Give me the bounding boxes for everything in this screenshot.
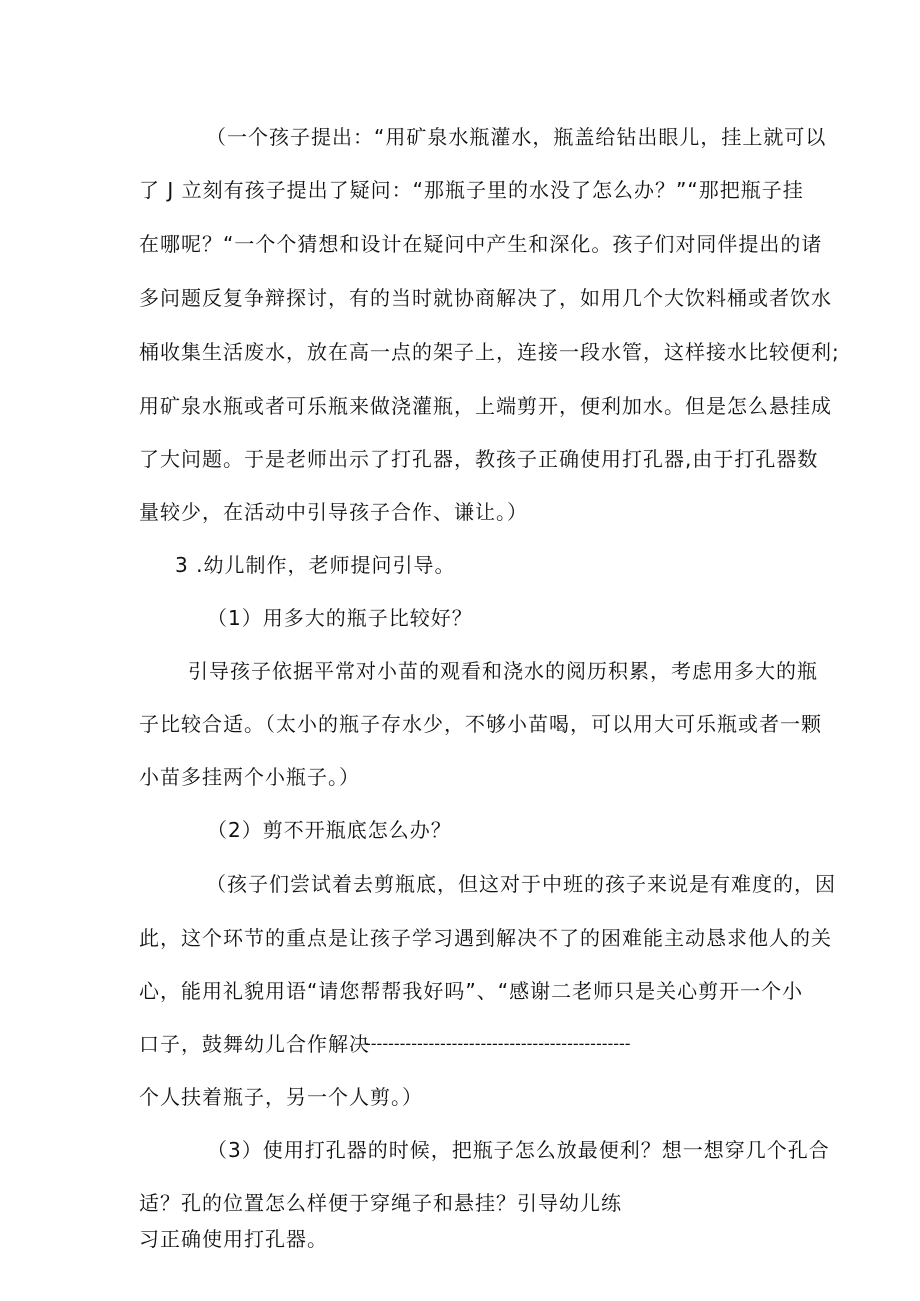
text-line: 小苗多挂两个小瓶子。）: [139, 765, 360, 789]
section-heading: 3 .幼儿制作，老师提问引导。: [175, 553, 456, 577]
text-line: 在哪呢？“一个个猜想和设计在疑问中产生和深化。孩子们对同伴提出的诸: [139, 232, 823, 256]
text-line: 心，能用礼貌用语“请您帮帮我好吗”、“感谢二老师只是关心剪开一个小: [139, 979, 804, 1003]
text-line: 用矿泉水瓶或者可乐瓶来做浇灌瓶，上端剪开，便利加水。但是怎么悬挂成: [139, 394, 832, 418]
text-line: 了大问题。于是老师出示了打孔器，教孩子正确使用打孔器,由于打孔器数: [139, 447, 819, 471]
question-heading: （1）用多大的瓶子比较好？: [207, 606, 473, 630]
text-line: 量较少，在活动中引导孩子合作、谦让。）: [139, 500, 528, 524]
text-line: 个人扶着瓶子，另一个人剪。）: [139, 1085, 423, 1109]
text-line: 适？孔的位置怎么样便于穿绳子和悬挂？引导幼儿练: [139, 1191, 622, 1215]
question-heading: （2）剪不开瓶底怎么办？: [207, 818, 452, 842]
text-line: （孩子们尝试着去剪瓶底，但这对于中班的孩子来说是有难度的，因: [206, 872, 836, 896]
text-line: 桶收集生活废水，放在高一点的架子上，连接一段水管，这样接水比较便利;: [139, 340, 840, 364]
text-line: 多问题反复争辩探讨，有的当时就协商解决了，如用几个大饮料桶或者饮水: [139, 286, 832, 310]
text-line: 口子，鼓舞幼儿合作解决: [139, 1032, 370, 1056]
dash-rule: ----------------------------------------------: [365, 1034, 631, 1053]
text-line: 引导孩子依据平常对小苗的观看和浇水的阅历积累，考虑用多大的瓶: [188, 659, 818, 683]
text-line: 子比较合适。（太小的瓶子存水少，不够小苗喝，可以用大可乐瓶或者一颗: [139, 712, 822, 736]
text-line: 了 J 立刻有孩子提出了疑问：“那瓶子里的水没了怎么办？”“那把瓶子挂: [139, 178, 804, 202]
question-heading: （3）使用打孔器的时候，把瓶子怎么放最便利？想一想穿几个孔合: [207, 1138, 830, 1162]
text-line: 习正确使用打孔器。: [139, 1227, 328, 1251]
text-line: 此，这个环节的重点是让孩子学习遇到解决不了的困难能主动恳求他人的关: [139, 926, 832, 950]
text-line: （一个孩子提出：“用矿泉水瓶灌水，瓶盖给钻出眼儿，挂上就可以: [206, 125, 827, 149]
